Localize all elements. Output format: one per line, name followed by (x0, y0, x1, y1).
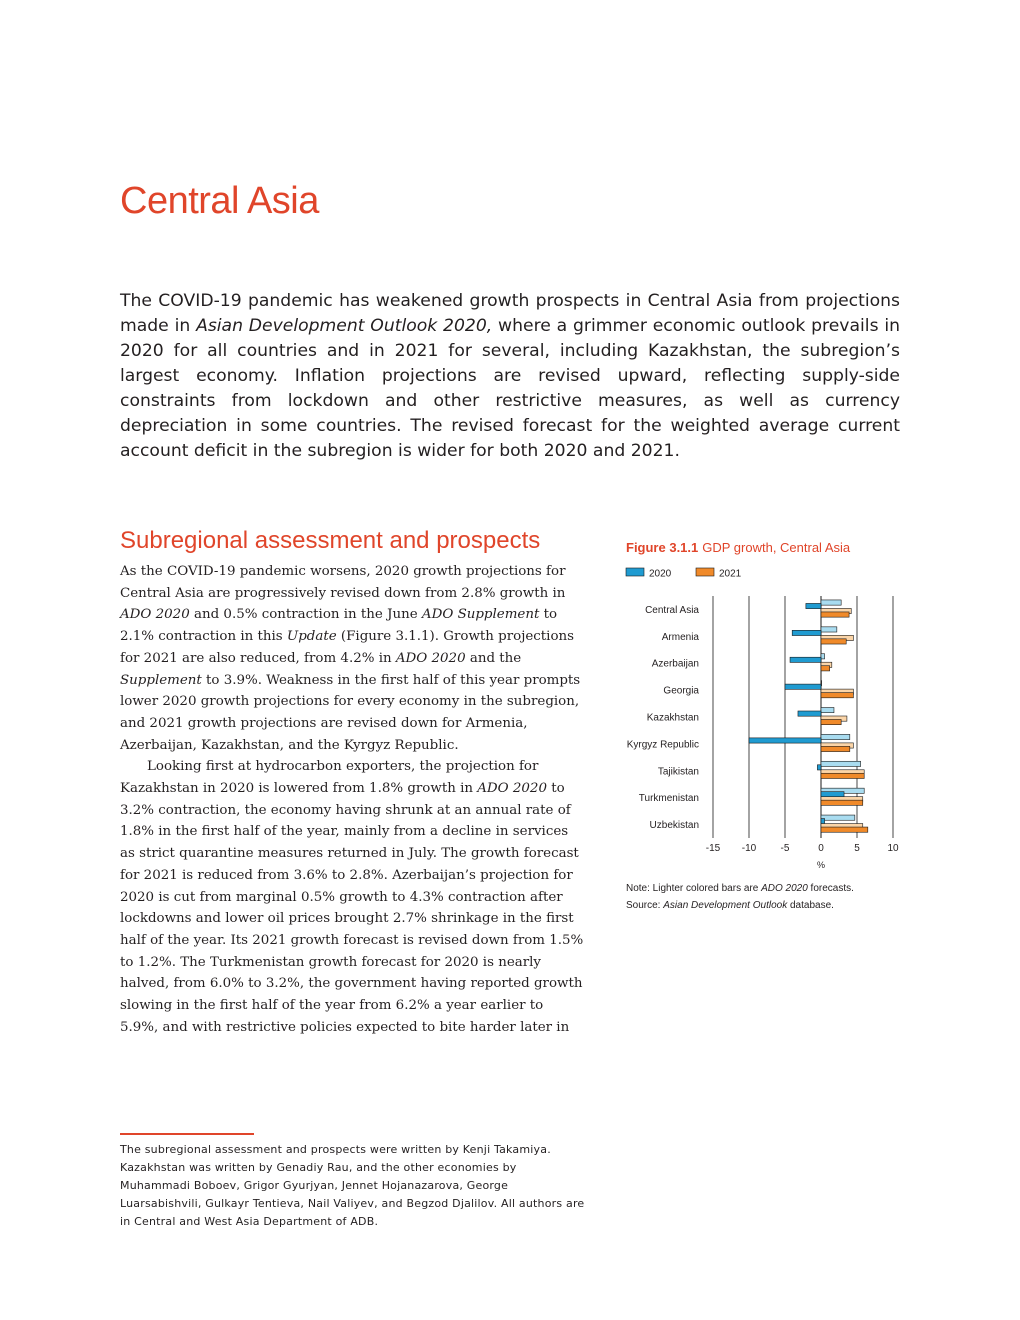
bar-armenia-2020-ado-2020-forecast (821, 627, 837, 632)
figure-title: GDP growth, Central Asia (702, 540, 851, 555)
category-label: Central Asia (645, 604, 699, 616)
x-tick-label: -5 (780, 843, 790, 854)
bar-kazakhstan-2020-ado-2020-forecast (821, 708, 834, 713)
category-label: Azerbaijan (651, 658, 699, 670)
bar-kyrgyz-republic-2020 (749, 738, 821, 743)
bar-kyrgyz-republic-2020-ado-2020-forecast (821, 734, 850, 739)
x-tick-label: -15 (705, 843, 721, 854)
bar-uzbekistan-2020 (821, 819, 825, 824)
category-label: Uzbekistan (649, 820, 699, 832)
chart-note (626, 880, 926, 914)
bar-azerbaijan-2020 (790, 657, 821, 662)
bar-turkmenistan-2020 (821, 792, 844, 797)
x-tick-label: -10 (741, 843, 757, 854)
intro-summary: The COVID-19 pandemic has weakened growth prospects in Central Asia from projections made in Asian Development Outlook 2020, where a grimmer economic outlook prevails in 2020 for all countries and in 2021 for several, including Kazakhstan, the subregion’s largest economy. Inflation projections are revised upward, reflecting supply-side constraints from lockdown and other restrictive measures, as well as currency depreciation in some countries. The revised forecast for the weighted average current account deficit in the subregion is wider for both 2020 and 2021. (120, 291, 900, 461)
bar-central-asia-2021 (821, 612, 849, 617)
bar-tajikistan-2020-ado-2020-forecast (821, 761, 861, 766)
bar-armenia-2020 (792, 630, 821, 635)
bar-georgia-2020 (785, 684, 821, 689)
gdp-growth-chart (620, 560, 920, 875)
category-label: Tajikistan (657, 766, 699, 778)
bar-georgia-2021 (821, 693, 853, 698)
bar-kazakhstan-2021 (821, 720, 841, 725)
body-paragraph-1: As the COVID-19 pandemic worsens, 2020 growth projections for Central Asia are progressively revised down from 2.8% growth in ADO 2020 and 0.5% contraction in the June ADO Supplement to 2.1% contraction in this Update (Figure 3.1.1). Growth projections for 2021 are also reduced, from 4.2% in ADO 2020 and the Supplement to 3.9%. Weakness in the first half of this year prompts lower 2020 growth projections for every economy in the subregion, and 2021 growth projections are revised down for Armenia, Azerbaijan, Kazakhstan, and the Kyrgyz Republic. (120, 564, 581, 753)
category-label: Turkmenistan (638, 793, 699, 805)
bar-tajikistan-2021 (821, 773, 864, 778)
legend-label-2021: 2021 (719, 568, 742, 580)
bar-kazakhstan-2020 (798, 711, 821, 716)
bar-azerbaijan-2020-ado-2020-forecast (821, 654, 825, 659)
bar-uzbekistan-2020-ado-2020-forecast (821, 815, 855, 820)
bar-kyrgyz-republic-2021 (821, 746, 850, 751)
category-label: Armenia (661, 631, 699, 643)
body-paragraph-2: Looking first at hydrocarbon exporters, the projection for Kazakhstan in 2020 is lowered from 1.8% growth in ADO 2020 to 3.2% contraction, the economy having shrunk at an annual rate of 1.8% in the first half of the year, mainly from a decline in services as strict quarantine measures returned in July. The growth forecast for 2021 is reduced from 3.6% to 2.8%. Azerbaijan’s projection for 2020 is cut from marginal 0.5% growth to 4.3% contraction after lockdowns and lower oil prices brought 2.7% shrinkage in the first half of the year. Its 2021 growth forecast is revised down from 1.5% to 1.2%. The Turkmenistan growth forecast for 2020 is nearly halved, from 6.0% to 3.2%, the government having reported growth slowing in the first half of the year from 6.2% a year earlier to 5.9%, and with restrictive policies expected to bite harder later in (120, 759, 584, 1035)
category-label: Kazakhstan (646, 712, 699, 724)
x-tick-label: 10 (887, 843, 899, 854)
bar-armenia-2021 (821, 639, 846, 644)
legend-swatch-2021 (696, 568, 714, 576)
chart-source: Source: Asian Development Outlook database. (626, 900, 834, 911)
figure-caption (626, 540, 850, 555)
chart-note-text: Note: Lighter colored bars are ADO 2020 forecasts. (626, 883, 854, 894)
x-axis-label: % (816, 860, 826, 870)
bar-central-asia-2020-ado-2020-forecast (821, 600, 841, 605)
bar-turkmenistan-2021 (821, 800, 863, 805)
bar-uzbekistan-2021 (821, 827, 868, 832)
body-text (120, 561, 585, 1038)
bar-central-asia-2020 (806, 603, 821, 608)
figure-number: Figure 3.1.1 (626, 540, 699, 555)
bar-tajikistan-2020 (817, 765, 821, 770)
footnote: The subregional assessment and prospects were written by Kenji Takamiya. Kazakhstan was written by Genadiy Rau, and the other economies by Muhammadi Boboev, Grigor Gyurjyan, Jennet Hojanazarova, George Luarsabishvili, Gulkayr Tentieva, Nail Valiyev, and Begzod Djalilov. All authors are in Central and West Asia Department of ADB. (120, 1143, 585, 1228)
bar-azerbaijan-2021 (821, 666, 830, 671)
category-label: Kyrgyz Republic (626, 739, 699, 751)
x-tick-label: 5 (854, 843, 860, 854)
page-title: Central Asia (120, 180, 319, 222)
section-heading: Subregional assessment and prospects (120, 527, 541, 554)
legend-label-2020: 2020 (649, 568, 672, 580)
x-tick-label: 0 (818, 843, 824, 854)
legend-swatch-2020 (626, 568, 644, 576)
category-label: Georgia (663, 685, 699, 697)
footnote-rule (120, 1133, 254, 1135)
